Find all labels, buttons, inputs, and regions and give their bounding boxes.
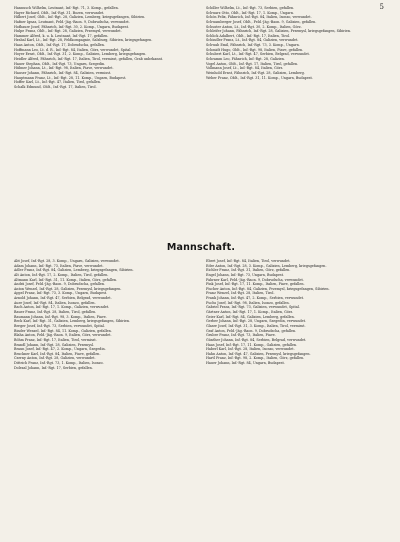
list-item: Schlick Adalbert, Oblt., Inf.-Rgt. 17, Italien, Tirol.: [206, 33, 291, 38]
list-item: Glaser Josef, Inf.-Rgt. 31, 3. Komp., Italien, Tirol, vermisst.: [206, 323, 306, 328]
list-item: Arnold Johann, Inf.-Rgt. 47, Serbien, Belgrad, verwundet.: [14, 296, 112, 301]
list-item: Schwarz Otto, Oblt., Inf.-Rgt. 17, 1. Komp., Ungarn.: [206, 10, 295, 15]
list-item: Weber Franz, Oblt., Inf.-Rgt. 31, 11. Komp., Ungarn, Budapest.: [206, 75, 313, 80]
list-item: Bruckner Karl, Inf.-Rgt. 84, Italien, Piave, gefallen.: [14, 351, 101, 356]
list-item: Schwamberger Josef, Oblt., Feld.-Jäg.-Baon. 9, Galizien, gefallen.: [206, 19, 317, 24]
list-item: Ebert Josef, Inf.-Rgt. 84, Italien, Tirol, verwundet.: [206, 259, 291, 263]
list-item: Böhm Franz, Inf.-Rgt. 17, Italien, Tirol, vermisst.: [14, 337, 97, 342]
list-item: Fischer Anton, Inf.-Rgt. 84, Galizien, Przemysl, kriegsgefangen, Sibirien.: [206, 286, 330, 291]
list-item: Günther Johann, Inf.-Rgt. 84, Serbien, Belgrad, verwundet.: [206, 337, 307, 342]
list-item: Schubert Karl, Lt., Inf.-Rgt. 47, Serbien, Belgrad, verwundet.: [206, 52, 310, 57]
list-item: Hauser Johann, Fähnrich, Inf.-Rgt. 84, Galizien, vermisst.: [14, 70, 112, 75]
list-item: Hofbauer Josef, Fähnrich, Inf.-Rgt. 30, 2. Komp., Ungarn, Budapest.: [14, 24, 130, 29]
list-item: Fink Josef, Inf.-Rgt. 17, 11. Komp., Italien, Piave, gefallen.: [206, 282, 305, 287]
list-item: Graf Anton, Feld.-Jäg.-Baon. 9, Dobrudscha, gefallen.: [206, 328, 297, 333]
list-item: Hauer Stephan, Oblt., Inf.-Rgt. 73, Ungarn, Szegedin.: [14, 61, 106, 66]
list-item: Appel Franz, Inf.-Rgt. 73, 3. Komp., Ungarn, Budapest.: [14, 291, 108, 296]
list-item: Hoyer Ernst, Oblt., Inf.-Rgt. 31, 2. Komp., Galizien, Lemberg, kriegsgefangen.: [14, 52, 147, 57]
list-item: Brandl Johann, Inf.-Rgt. 28, Galizien, Przemysl.: [14, 342, 95, 347]
list-item: Vollmann Josef, Lt., Inf.-Rgt. 84, Italien, Görz.: [206, 66, 284, 71]
list-item: Weinhold Ernst, Fähnrich, Inf.-Rgt. 28, Galizien, Lemberg.: [206, 70, 305, 75]
list-item: Alt Anton, Inf.-Rgt. 17, 2. Komp., Italien, Tirol, gefallen.: [14, 272, 109, 277]
list-item: Schindler Franz, Lt., Inf.-Rgt. 84, Galizien, verwundet.: [206, 38, 299, 43]
list-item: Franz Wenzel, Inf.-Rgt. 28, Italien, Tirol.: [206, 291, 275, 296]
list-item: Hartl Franz, Inf.-Rgt. 98, 2. Komp., Italien, Görz, gefallen.: [206, 356, 305, 361]
list-item: Fuchs Josef, Inf.-Rgt. 98, Italien, Isonzo, gefallen.: [206, 300, 290, 305]
crew-left-column: [14, 259, 196, 542]
list-item: Adam Johann, Inf.-Rgt. 73, Italien, Piave, verwundet.: [14, 263, 104, 268]
list-item: Schramm Leo, Fähnrich, Inf.-Rgt. 28, Galizien.: [206, 57, 285, 62]
list-item: Fahrner Karl, Feld.-Jäg.-Baon. 9, Dobrudscha, verwundet.: [206, 277, 304, 282]
officers-right-column: [206, 6, 388, 231]
officers-section: [14, 6, 388, 231]
list-item: Hahn Anton, Inf.-Rgt. 47, Galizien, Przemysl, kriegsgefangen.: [206, 351, 311, 356]
list-item: Blaha Anton, Feld.-Jäg.-Baon. 9, Italien, Görz, verwundet.: [14, 333, 112, 338]
list-item: Baumann Johann, Inf.-Rgt. 98, 3. Komp., Italien, Piave.: [14, 314, 107, 319]
page-number: 5: [379, 3, 384, 11]
list-item: Hulpe Franz, Oblt., Inf.-Rgt. 28, Galizien, Przemysl, verwundet.: [14, 29, 122, 34]
list-item: Gärtner Anton, Inf.-Rgt. 17, 1. Komp., Italien, Görz.: [206, 310, 294, 315]
list-item: Gerber Johann, Inf.-Rgt. 28, Ungarn, Szegedin, verwundet.: [206, 319, 307, 324]
list-item: Eder Anton, Inf.-Rgt. 28, 3. Komp., Galizien, Lemberg, kriegsgefangen.: [206, 263, 327, 268]
list-item: Altmann Karl, Inf.-Rgt. 31, 11. Komp., Italien, Görz, gefallen.: [14, 277, 118, 282]
list-item: Anton Wenzel, Inf.-Rgt. 28, Galizien, Przemysl, kriegsgefangen.: [14, 286, 122, 291]
list-item: Adler Franz, Inf.-Rgt. 84, Galizien, Lemberg, kriegsgefangen, Sibirien.: [14, 268, 134, 273]
list-item: Hauer Johann, Inf.-Rgt. 84, Ungarn, Budapest.: [206, 361, 285, 366]
officers-left-column: [14, 6, 196, 231]
list-item: Schön Felix, Fähnrich, Inf.-Rgt. 84, Italien, Isonzo, verwundet.: [206, 15, 312, 20]
list-item: Gruber Franz, Inf.-Rgt. 73, Italien, Piave.: [206, 333, 276, 338]
list-item: Schiller Wilhelm, Lt., Inf.-Rgt. 73, Serbien, gefallen.: [206, 6, 295, 10]
list-item: Engel Johann, Inf.-Rgt. 73, Ungarn, Budapest.: [206, 272, 285, 277]
list-item: Czerny Anton, Inf.-Rgt. 28, Galizien, verwundet.: [14, 356, 96, 361]
list-item: Schwab Emil, Fähnrich, Inf.-Rgt. 73, 3. Komp., Ungarn.: [206, 43, 300, 48]
list-item: Bach Anton, Inf.-Rgt. 17, 1. Komp., Galizien, verwundet.: [14, 305, 110, 310]
list-item: Auer Josef, Inf.-Rgt. 84, Italien, Isonzo, gefallen.: [14, 300, 96, 305]
list-item: Haas Anton, Oblt., Inf.-Rgt. 17, Dobrudscha, gefallen.: [14, 43, 105, 48]
list-item: Hoffer Karl, Lt., Inf.-Rgt. 47, Italien, Tirol, gefallen.: [14, 80, 102, 85]
list-item: Schleifer Johann, Fähnrich, Inf.-Rgt. 28, Galizien, Przemysl, kriegsgefangen, Sibirien.: [206, 29, 352, 34]
list-item: Gabriel Franz, Inf.-Rgt. 73, Galizien, verwundet, Spital.: [206, 305, 300, 310]
list-item: Frank Johann, Inf.-Rgt. 47, 2. Komp., Serbien, verwundet.: [206, 296, 305, 301]
list-item: Abt Josef, Inf.-Rgt. 28, 3. Komp., Ungarn, Galizien, verwundet.: [14, 259, 120, 263]
crew-section: [14, 259, 388, 542]
list-item: Geier Karl, Inf.-Rgt. 84, Galizien, Lemberg, gefallen.: [206, 314, 295, 319]
list-item: Berger Josef, Inf.-Rgt. 73, Serbien, verwundet, Spital.: [14, 323, 105, 328]
list-item: Hafner Ignaz, Leutnant, Feld.-Jäg.-Baon. 9, Dobrudscha, verwundet.: [14, 19, 130, 24]
list-item: Braun Josef, Inf.-Rgt. 47, 2. Komp., Ungarn, Szegedin.: [14, 347, 106, 352]
section-title: Mannschaft.: [166, 242, 236, 253]
list-item: Hauptmann Franz, Lt., Inf.-Rgt. 28, 11. Komp., Ungarn, Budapest.: [14, 75, 127, 80]
list-item: Haberl Karl, Inf.-Rgt. 28, Italien, Isonzo, verwundet.: [206, 347, 295, 352]
list-item: Beck Karl, Inf.-Rgt. 31, Galizien, Lemberg, kriegsgefangen, Sibirien.: [14, 319, 131, 324]
list-item: Schalk Edmund, Oblt., Inf.-Rgt. 17, Italien, Tirol.: [14, 84, 97, 89]
list-item: Schmidt Hugo, Oblt., Inf.-Rgt. 98, Italien, Piave, gefallen.: [206, 47, 304, 52]
list-item: Heidler Alfred, Fähnrich, Inf.-Rgt. 17, Italien, Tirol, vermisst, gefallen, Grab unbekannt.: [14, 57, 164, 62]
list-item: Hilbert Josef, Oblt., Inf.-Rgt. 28, Galizien, Lemberg, kriegsgefangen, Sibirien.: [14, 15, 146, 20]
list-item: Schuster Anton, Lt., Inf.-Rgt. 30, 2. Komp., Italien, Görz.: [206, 24, 302, 29]
list-item: Haas Josef, Inf.-Rgt. 17, 11. Komp., Galizien, gefallen.: [206, 342, 298, 347]
list-item: Eichler Franz, Inf.-Rgt. 31, Italien, Görz, gefallen.: [206, 268, 291, 273]
list-item: Hoffmann Leo, Lt. d. R., Inf.-Rgt. 84, Italien, Görz, verwundet, Spital.: [14, 47, 132, 52]
list-item: Vogel Anton, Oblt., Inf.-Rgt. 17, Italien, Tirol, gefallen.: [206, 61, 299, 66]
list-item: Dittrich Franz, Inf.-Rgt. 73, 1. Komp., Italien, Isonzo.: [14, 361, 104, 366]
list-item: Bauer Franz, Inf.-Rgt. 28, Italien, Tirol, gefallen.: [14, 310, 97, 315]
list-item: Andrä Josef, Feld.-Jäg.-Baon. 9, Dobrudscha, gefallen.: [14, 282, 106, 287]
list-item: Dolezal Johann, Inf.-Rgt. 17, Serbien, gefallen.: [14, 365, 93, 370]
list-item: Hayer Richard, Oblt., Inf.-Rgt. 31, Bozen, verwundet.: [14, 10, 105, 15]
list-item: Binder Wenzel, Inf.-Rgt. 84, 11. Komp., Galizien, gefallen.: [14, 328, 112, 333]
list-item: Hübner Johann, Lt., Inf.-Rgt. 98, Italien, Piave, verwundet.: [14, 66, 114, 71]
list-item: Hammer Alfred, k. u. k. Leutnant, Inf.-Rgt. 17, gefallen.: [14, 33, 109, 38]
list-item: Hrabal Karl, Lt., Inf.-Rgt. 28, Feldkompagnie, Salzburg, Sibirien, kriegsgefangen.: [14, 38, 153, 43]
list-item: Hannusch Wilhelm, Leutnant, Inf.-Rgt. 71, 3. Komp., gefallen.: [14, 6, 119, 10]
crew-right-column: [206, 259, 388, 542]
